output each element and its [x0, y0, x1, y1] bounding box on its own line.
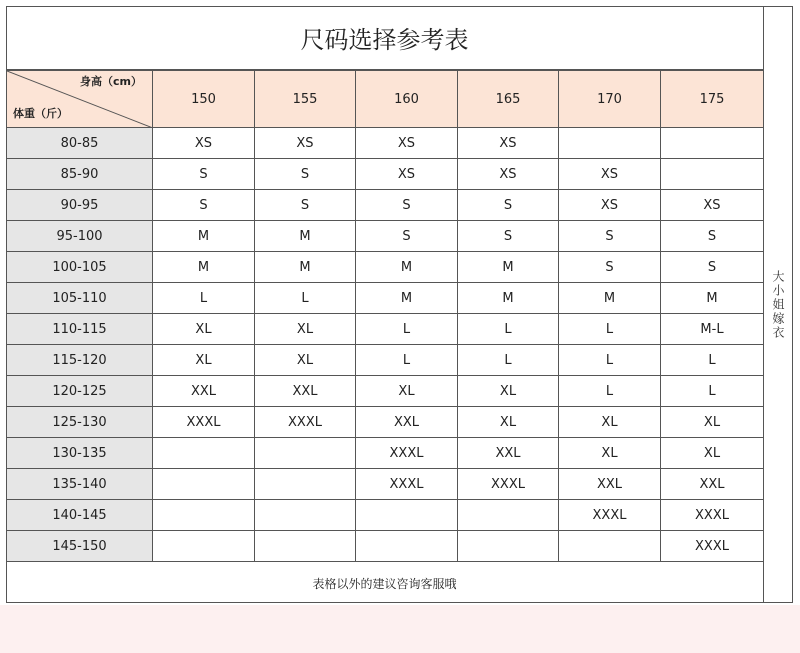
size-cell: XL [356, 376, 458, 407]
size-cell: L [559, 376, 661, 407]
size-cell: XL [559, 407, 661, 438]
size-cell: XS [458, 159, 559, 190]
size-cell [356, 531, 458, 562]
weight-cell: 95-100 [7, 221, 153, 252]
size-cell: XXL [559, 469, 661, 500]
table-row [7, 469, 764, 500]
size-cell [255, 500, 356, 531]
size-cell: M [255, 252, 356, 283]
table-row [7, 221, 764, 252]
size-table [6, 70, 764, 562]
size-cell: L [559, 314, 661, 345]
size-cell [153, 438, 255, 469]
size-cell: L [661, 376, 764, 407]
size-cell: S [661, 252, 764, 283]
size-cell: XXXL [458, 469, 559, 500]
bottom-background [0, 605, 800, 653]
weight-cell: 140-145 [7, 500, 153, 531]
size-cell [559, 531, 661, 562]
size-cell: XXL [255, 376, 356, 407]
size-cell: S [458, 190, 559, 221]
size-cell: M [153, 252, 255, 283]
size-cell: M [661, 283, 764, 314]
size-cell: S [255, 190, 356, 221]
height-header-160: 160 [356, 71, 458, 128]
size-cell: M [458, 252, 559, 283]
size-cell: XXL [153, 376, 255, 407]
size-cell: XL [458, 376, 559, 407]
weight-cell: 130-135 [7, 438, 153, 469]
size-cell: XS [559, 190, 661, 221]
size-cell: S [559, 252, 661, 283]
table-row [7, 345, 764, 376]
header-row [7, 71, 764, 128]
size-cell: XXXL [661, 531, 764, 562]
size-cell: L [356, 345, 458, 376]
height-header-175: 175 [661, 71, 764, 128]
size-cell: L [559, 345, 661, 376]
size-cell: M [356, 252, 458, 283]
height-axis-label: 身高（cm） [80, 75, 142, 88]
height-header-155: 155 [255, 71, 356, 128]
footer-note: 表格以外的建议咨询客服哦 [312, 576, 457, 591]
size-table-body [7, 128, 764, 562]
header-corner [7, 71, 153, 128]
weight-cell: 85-90 [7, 159, 153, 190]
size-cell: XL [559, 438, 661, 469]
size-cell [458, 531, 559, 562]
size-cell: XS [661, 190, 764, 221]
table-row [7, 438, 764, 469]
table-row [7, 314, 764, 345]
table-row [7, 190, 764, 221]
size-cell [153, 531, 255, 562]
weight-cell: 110-115 [7, 314, 153, 345]
size-cell: XXXL [661, 500, 764, 531]
size-cell: XS [356, 159, 458, 190]
size-cell: L [661, 345, 764, 376]
weight-cell: 80-85 [7, 128, 153, 159]
size-cell [356, 500, 458, 531]
size-cell: M-L [661, 314, 764, 345]
size-cell: XXXL [559, 500, 661, 531]
size-cell: S [356, 190, 458, 221]
size-cell [661, 159, 764, 190]
side-note: 大小姐嫁衣 [771, 269, 785, 340]
table-row [7, 407, 764, 438]
size-cell: S [356, 221, 458, 252]
size-cell: XXXL [356, 438, 458, 469]
size-cell: M [559, 283, 661, 314]
size-cell [153, 500, 255, 531]
size-cell: M [356, 283, 458, 314]
size-cell: XS [153, 128, 255, 159]
size-cell [255, 531, 356, 562]
size-cell: XL [458, 407, 559, 438]
side-column [763, 6, 793, 603]
weight-cell: 100-105 [7, 252, 153, 283]
page-title: 尺码选择参考表 [6, 6, 763, 70]
table-row [7, 376, 764, 407]
size-cell: L [458, 314, 559, 345]
size-cell: S [153, 159, 255, 190]
size-cell: XL [255, 345, 356, 376]
size-cell: L [458, 345, 559, 376]
weight-cell: 145-150 [7, 531, 153, 562]
size-cell: XS [255, 128, 356, 159]
table-row [7, 500, 764, 531]
size-cell: M [255, 221, 356, 252]
size-cell: XL [661, 438, 764, 469]
size-cell: XXL [661, 469, 764, 500]
weight-cell: 90-95 [7, 190, 153, 221]
weight-cell: 125-130 [7, 407, 153, 438]
weight-cell: 135-140 [7, 469, 153, 500]
size-cell: XL [661, 407, 764, 438]
size-cell [661, 128, 764, 159]
size-cell: L [356, 314, 458, 345]
size-cell: XXXL [153, 407, 255, 438]
weight-cell: 115-120 [7, 345, 153, 376]
weight-cell: 120-125 [7, 376, 153, 407]
size-cell: XS [458, 128, 559, 159]
size-cell: XL [153, 345, 255, 376]
size-cell: XXL [458, 438, 559, 469]
size-cell: M [458, 283, 559, 314]
size-cell: S [255, 159, 356, 190]
size-cell: XS [559, 159, 661, 190]
table-row [7, 531, 764, 562]
table-row [7, 283, 764, 314]
size-cell: S [458, 221, 559, 252]
size-cell: XXXL [255, 407, 356, 438]
size-cell: M [153, 221, 255, 252]
size-cell [458, 500, 559, 531]
table-row [7, 159, 764, 190]
height-header-165: 165 [458, 71, 559, 128]
weight-axis-label: 体重（斤） [13, 107, 68, 120]
size-cell: XS [356, 128, 458, 159]
size-cell: S [153, 190, 255, 221]
size-cell [559, 128, 661, 159]
table-row [7, 252, 764, 283]
weight-cell: 105-110 [7, 283, 153, 314]
size-cell: XXXL [356, 469, 458, 500]
size-cell: S [559, 221, 661, 252]
height-header-170: 170 [559, 71, 661, 128]
size-cell [255, 438, 356, 469]
size-cell [153, 469, 255, 500]
height-header-150: 150 [153, 71, 255, 128]
size-cell: L [153, 283, 255, 314]
size-cell: XL [255, 314, 356, 345]
size-cell [255, 469, 356, 500]
size-cell: XL [153, 314, 255, 345]
size-cell: S [661, 221, 764, 252]
table-row [7, 128, 764, 159]
size-cell: L [255, 283, 356, 314]
size-cell: XXL [356, 407, 458, 438]
